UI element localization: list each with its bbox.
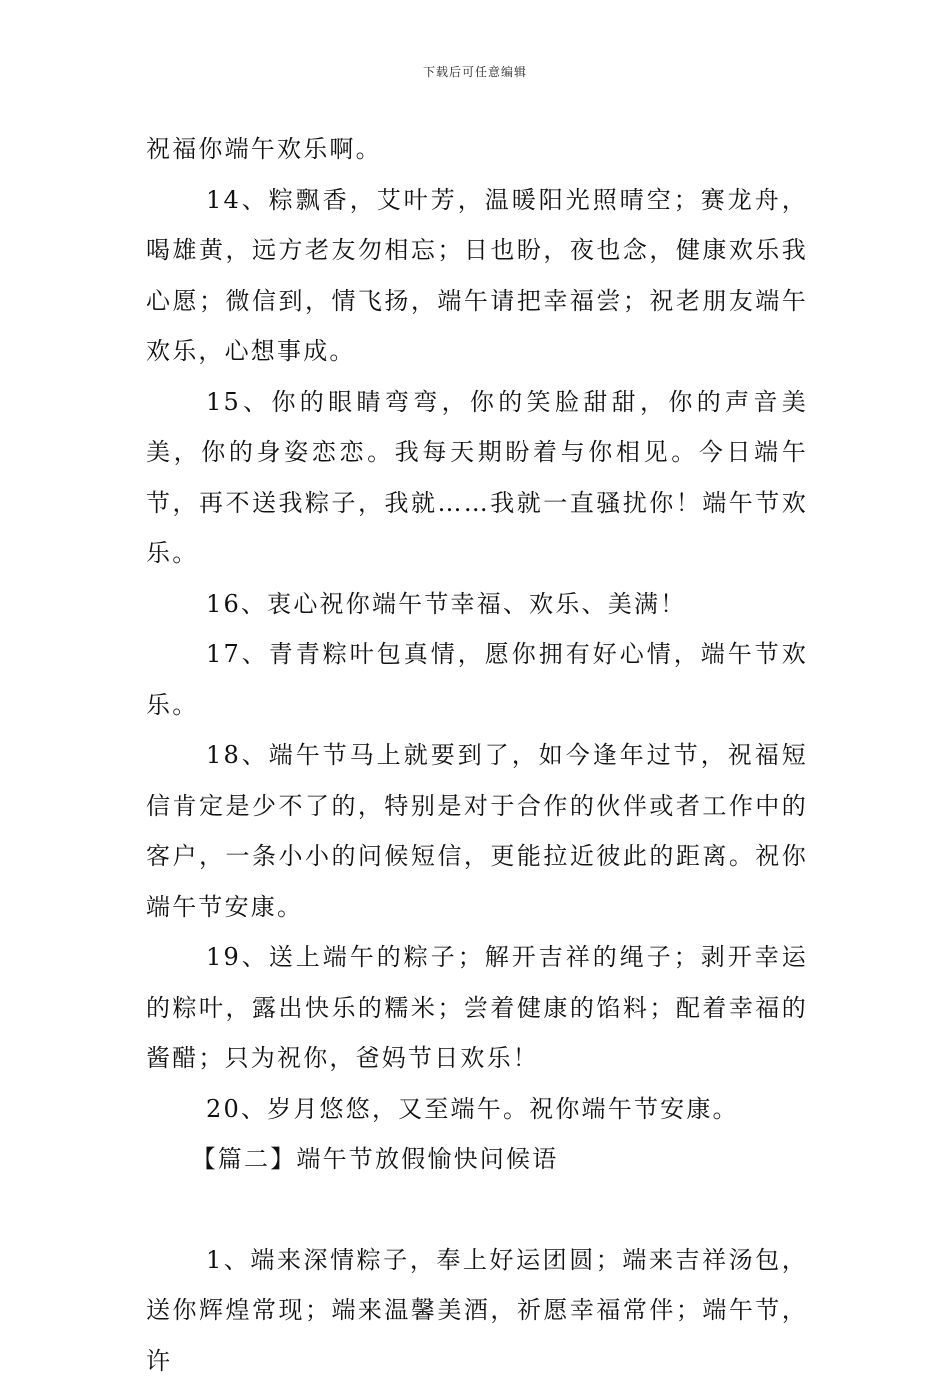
paragraph-14: 14、粽飘香，艾叶芳，温暖阳光照晴空；赛龙舟，喝雄黄，远方老友勿相忘；日也盼，夜也念，健康欢乐我心愿；微信到，情飞扬，端午请把幸福尝；祝老朋友端午欢乐，心想事成。 [146,175,808,377]
paragraph-17: 17、青青粽叶包真情，愿你拥有好心情，端午节欢乐。 [146,629,808,730]
paragraph-16: 16、衷心祝你端午节幸福、欢乐、美满！ [146,579,808,630]
section-paragraph-1: 1、端来深情粽子，奉上好运团圆；端来吉祥汤包，送你辉煌常现；端来温馨美酒，祈愿幸福常伴；端午节，许 [146,1235,808,1386]
section-heading: 【篇二】端午节放假愉快问候语 [146,1134,808,1185]
section-spacer [146,1185,808,1235]
paragraph-15: 15、你的眼睛弯弯，你的笑脸甜甜，你的声音美美，你的身姿恋恋。我每天期盼着与你相见。今日端午节，再不送我粽子，我就……我就一直骚扰你！端午节欢乐。 [146,377,808,579]
document-body [146,124,808,1386]
paragraph-continuation: 祝福你端午欢乐啊。 [146,124,808,175]
paragraph-19: 19、送上端午的粽子；解开吉祥的绳子；剥开幸运的粽叶，露出快乐的糯米；尝着健康的馅料；配着幸福的酱醋；只为祝你，爸妈节日欢乐！ [146,932,808,1084]
page-header: 下载后可任意编辑 [0,64,950,80]
paragraph-20: 20、岁月悠悠，又至端午。祝你端午节安康。 [146,1084,808,1135]
paragraph-18: 18、端午节马上就要到了，如今逢年过节，祝福短信肯定是少不了的，特别是对于合作的伙伴或者工作中的客户，一条小小的问候短信，更能拉近彼此的距离。祝你端午节安康。 [146,730,808,932]
